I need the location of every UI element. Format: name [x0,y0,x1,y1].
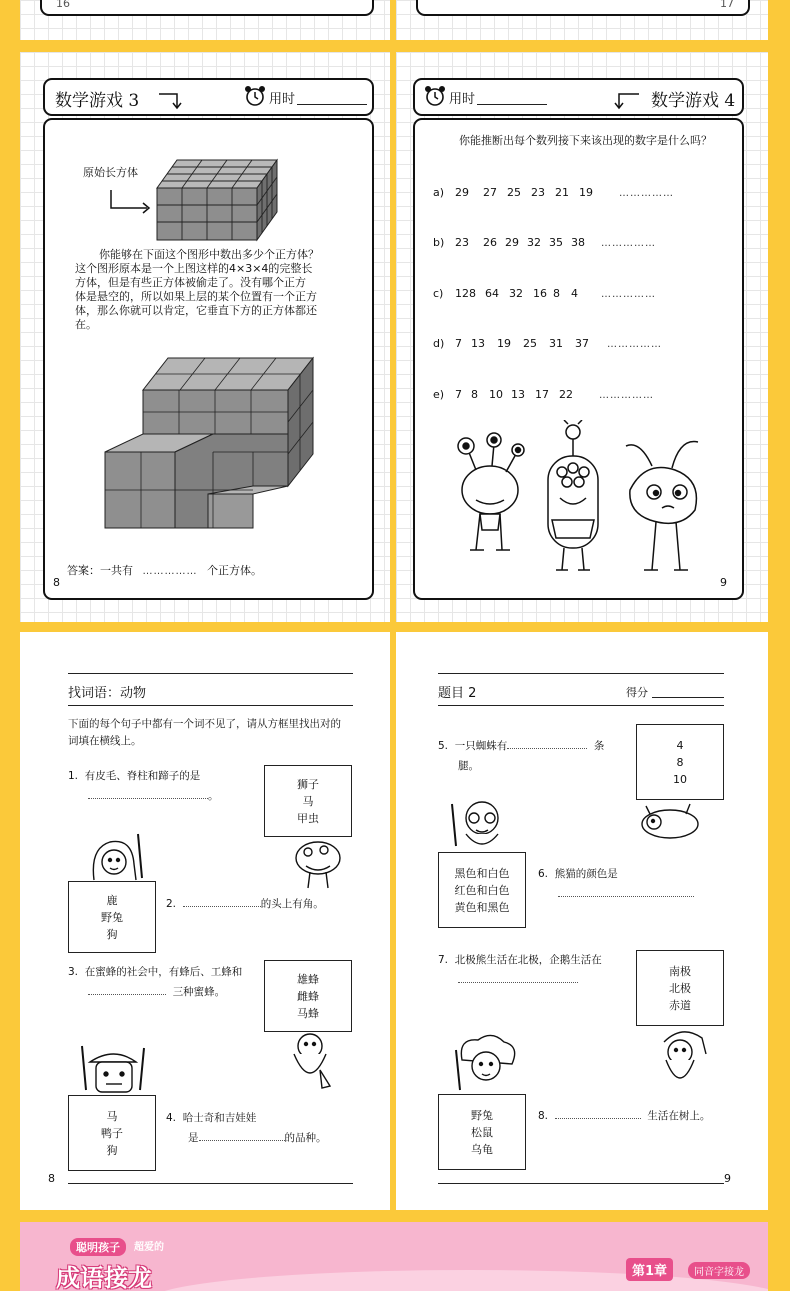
sequence-c: c) 128 64 32 16 8 4 …………… [433,287,656,300]
title-rule [68,705,353,706]
question-6: 6. 熊猫的颜色是 [538,864,694,904]
answer-blank-1[interactable] [88,798,208,799]
game4-header [413,78,744,116]
page-number: 16 [56,0,70,10]
girl-with-pencil-illustration [80,828,150,882]
question-7: 7. 北极熊生活在北极，企鹅生活在 [438,950,602,990]
answer-blank-3[interactable] [88,994,166,995]
bottom-rule [438,1183,724,1184]
bottom-rule [68,1183,353,1184]
arrow-down-right-icon [157,90,183,110]
boy-with-cap-illustration [74,1040,154,1096]
badge-top-right: 超爱的 [134,1242,164,1253]
question-2: 2. 的头上有角。 [166,898,324,910]
game3-header [43,78,374,116]
question-3: 3. 在蜜蜂的社会中，有蜂后、工蜂和 三种蜜蜂。 [68,966,243,998]
chapter-subtitle: 同音字接龙 [688,1262,750,1279]
arrow-right-icon [107,188,157,216]
sequence-d: d) 7 13 19 25 31 37 …………… [433,337,662,350]
page-number: 9 [720,576,727,589]
page-title: 数学游戏 3 [55,91,140,111]
score-blank[interactable] [652,697,724,698]
sequence-a: a) 29 27 25 23 21 19 …………… [433,186,674,199]
answer-blank[interactable]: …………… [619,188,674,199]
time-blank [297,104,367,105]
top-left-page [20,0,390,40]
bearded-man-illustration [280,1030,340,1092]
word-box-3: 雄蜂 雌蜂 马蜂 [264,960,352,1032]
question-1: 1. 有皮毛、脊柱和蹄子的是 。 [68,770,219,802]
monster-head-illustration [288,836,348,892]
question-5: 5. 一只蜘蛛有 条 腿。 [438,740,605,772]
chapter-badge: 第1章 [626,1258,673,1281]
question-text: 你能推断出每个数列接下来该出现的数字是什么吗？ [459,134,712,147]
top-rule [438,673,724,674]
top-right-page [396,0,768,40]
word-box-6: 黑色和白色 红色和白色 黄色和黑色 [438,852,526,928]
page-number: 8 [53,576,60,589]
game3-content-frame [43,118,374,600]
top-rule [68,673,353,674]
word-box-4: 马 鸭子 狗 [68,1095,156,1171]
alarm-clock-icon [423,84,447,108]
top-left-frame [40,0,374,16]
page-title: 找词语：动物 [68,686,147,701]
curly-hair-girl-illustration [448,1030,524,1094]
page-number: 17 [720,0,734,10]
title-rule [438,705,724,706]
math-game-3-page [20,52,390,622]
answer-blank-6[interactable] [558,896,694,897]
question-8: 8. 生活在树上。 [538,1110,711,1122]
monsters-illustration [440,420,710,580]
word-box-7: 南极 北极 赤道 [636,950,724,1026]
score-label: 得分 [626,686,648,699]
arrow-down-left-icon [611,90,641,110]
footer-wave [150,1270,768,1291]
question-text: 你能够在下面这个图形中数出多少个正方体？ 这个图形原本是一个上图这样的4×3×4的完整长 方体，但是有些正方体被偷走了。没有哪个正方 体是悬空的，所以如果上层的某个位置有一个正方 体，那么你就可以肯定，它垂直下方的正方体都还 在。 [75,248,319,331]
answer-blank-5[interactable] [507,748,587,749]
page-title: 题目 2 [438,686,477,701]
word-box-5: 4 8 10 [636,724,724,800]
word-box-8: 野兔 松鼠 乌龟 [438,1094,526,1170]
answer-line: 答案：一共有 …………… 个正方体。 [67,564,262,577]
time-label: 用时 [449,92,476,107]
alarm-clock-icon [243,84,267,108]
page-number: 8 [48,1172,55,1185]
word-game-right-page [396,632,768,1210]
top-right-frame [416,0,750,16]
page-number: 9 [724,1172,731,1185]
sequence-b: b) 23 26 29 32 35 38 …………… [433,236,656,249]
word-box-1: 狮子 马 甲虫 [264,765,352,837]
answer-blank-2[interactable] [183,906,261,907]
original-cuboid-label: 原始长方体 [83,166,138,179]
series-logo: 成语接龙 [56,1263,152,1291]
word-box-2: 鹿 野兔 狗 [68,881,156,953]
answer-blank-7[interactable] [458,982,578,983]
answer-blank[interactable]: …………… [601,238,656,249]
time-blank [477,104,547,105]
answer-blank[interactable]: …………… [607,339,662,350]
footer-strip [20,1222,768,1291]
question-4: 4. 哈士奇和吉娃娃 是 的品种。 [166,1112,327,1144]
bearded-man-illustration [650,1024,714,1094]
time-label: 用时 [269,92,296,107]
incomplete-cube-structure [103,354,318,534]
answer-blank-8[interactable] [555,1118,641,1119]
sloth-illustration [636,800,706,844]
girl-with-glasses-illustration [446,794,516,852]
original-cuboid-illustration [155,138,285,248]
badge-top-left: 聪明孩子 [70,1238,126,1256]
answer-blank[interactable]: …………… [599,390,654,401]
sequence-e: e) 7 8 10 13 17 22 …………… [433,388,654,401]
instructions: 下面的每个句子中都有一个词不见了，请从方框里找出对的 词填在横线上。 [68,718,341,747]
word-game-left-page [20,632,390,1210]
answer-blank-4[interactable] [199,1140,285,1141]
answer-blank[interactable]: …………… [601,289,656,300]
page-title: 数学游戏 4 [651,91,736,111]
